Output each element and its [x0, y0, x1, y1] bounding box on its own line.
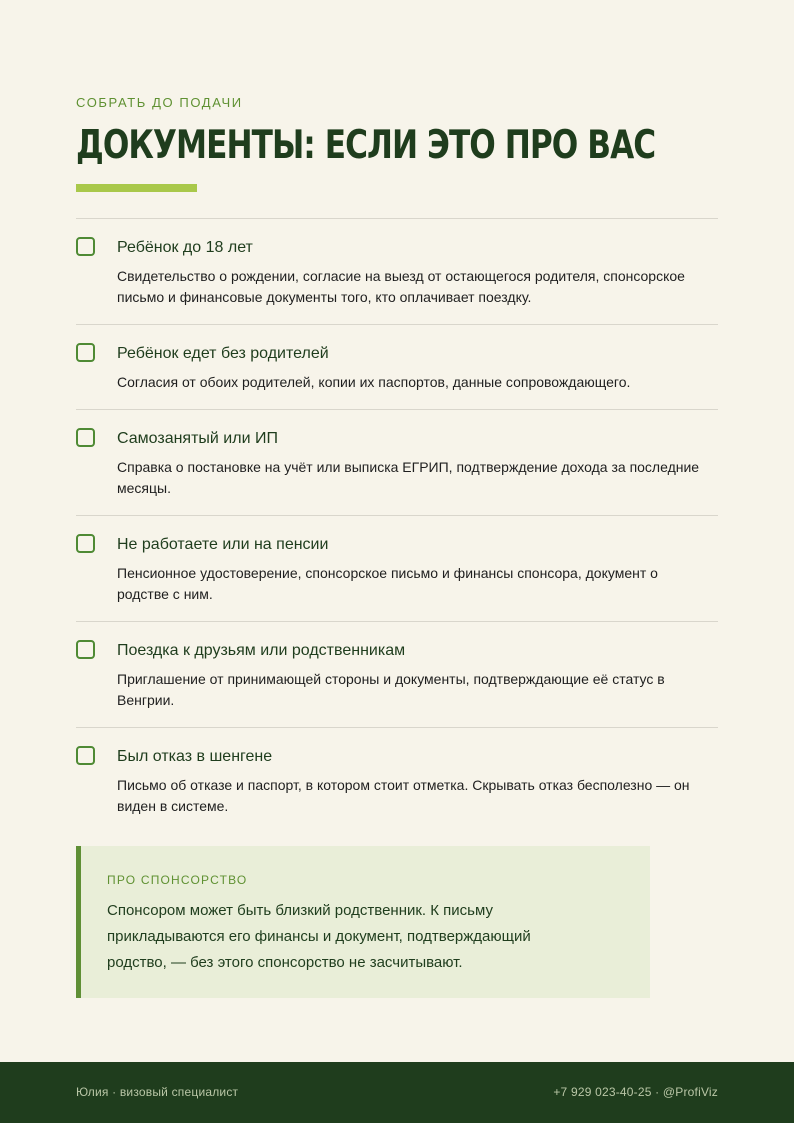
footer-contacts: +7 929 023-40-25 · @ProfiViz	[553, 1085, 718, 1099]
checkbox[interactable]	[76, 237, 95, 256]
checklist-item-title: Ребёнок до 18 лет	[117, 239, 253, 256]
section-eyebrow: СОБРАТЬ ДО ПОДАЧИ	[76, 95, 243, 110]
document-checklist	[76, 218, 718, 833]
checklist-item-description: Свидетельство о рождении, согласие на выезд от остающегося родителя, спонсорское письмо и финансовые документы того, кто оплачивает поездку.	[117, 268, 685, 305]
checklist-item	[76, 622, 718, 728]
checklist-item	[76, 325, 718, 410]
checklist-item-title: Не работаете или на пенсии	[117, 536, 329, 553]
checkbox[interactable]	[76, 746, 95, 765]
page-title: ДОКУМЕНТЫ: ЕСЛИ ЭТО ПРО ВАС	[76, 123, 656, 168]
note-label: ПРО СПОНСОРСТВО	[107, 873, 248, 887]
footer	[0, 1062, 794, 1123]
sponsorship-note	[76, 846, 650, 998]
checklist-item-description: Письмо об отказе и паспорт, в котором стоит отметка. Скрывать отказ бесполезно — он виден в системе.	[117, 777, 690, 814]
checklist-item-title: Ребёнок едет без родителей	[117, 345, 329, 362]
checkbox[interactable]	[76, 343, 95, 362]
checkbox[interactable]	[76, 534, 95, 553]
checklist-item-description: Пенсионное удостоверение, спонсорское письмо и финансы спонсора, документ о родстве с ним.	[117, 565, 658, 602]
checklist-item-description: Справка о постановке на учёт или выписка ЕГРИП, подтверждение дохода за последние месяцы.	[117, 459, 700, 496]
checklist-item	[76, 728, 718, 833]
note-text: Спонсором может быть близкий родственник. К письму прикладываются его финансы и документ, подтверждающий родство, — без этого спонсорство не засчитывают.	[107, 902, 531, 971]
checklist-item-description: Согласия от обоих родителей, копии их паспортов, данные сопровождающего.	[117, 374, 631, 390]
checklist-item-title: Был отказ в шенгене	[117, 748, 273, 765]
checklist-item	[76, 219, 718, 325]
title-accent-bar	[76, 184, 197, 192]
checklist-item	[76, 410, 718, 516]
checkbox[interactable]	[76, 428, 95, 447]
checkbox[interactable]	[76, 640, 95, 659]
footer-author: Юлия · визовый специалист	[76, 1085, 239, 1099]
checklist-item-title: Поездка к друзьям или родственникам	[117, 642, 406, 659]
checklist-item	[76, 516, 718, 622]
checklist-item-title: Самозанятый или ИП	[117, 430, 278, 447]
checklist-item-description: Приглашение от принимающей стороны и документы, подтверждающие её статус в Венгрии.	[117, 671, 665, 708]
